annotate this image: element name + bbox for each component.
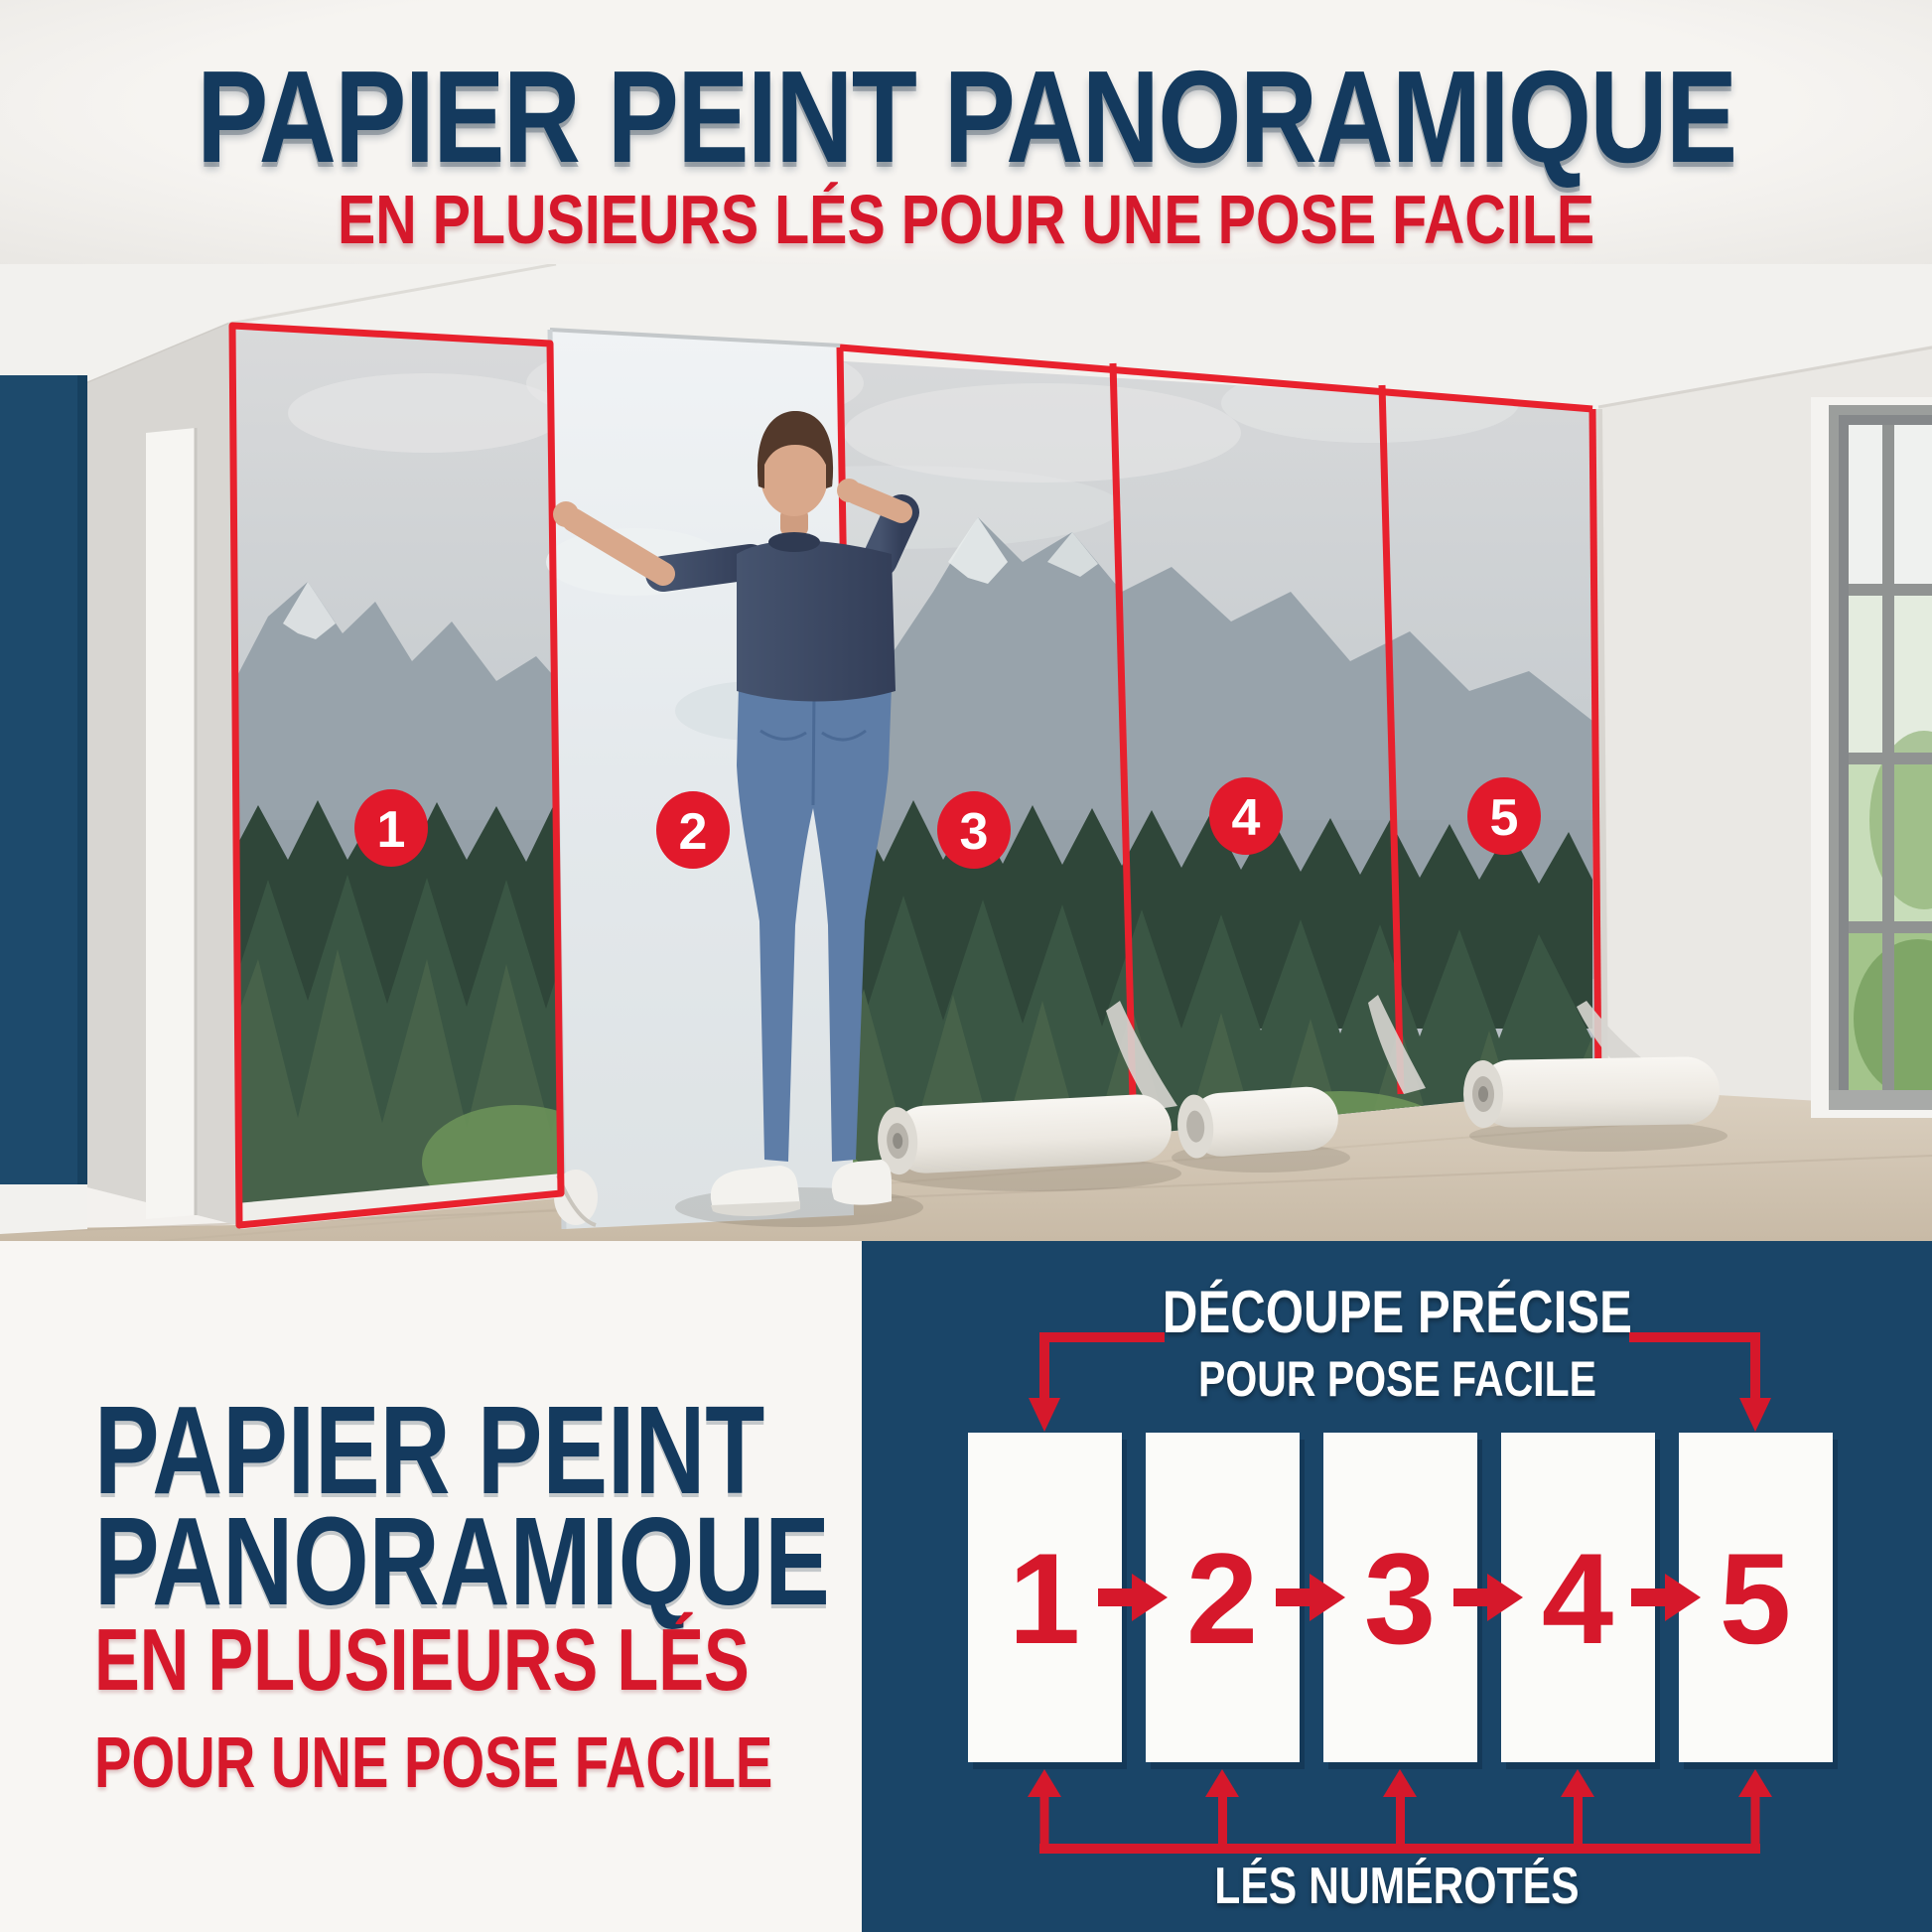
svg-text:4: 4 — [1231, 789, 1261, 847]
door-opening — [146, 428, 196, 1219]
diagram-strip-number-5: 5 — [1719, 1526, 1792, 1671]
top-hook-arrow-left-icon — [1044, 1337, 1165, 1398]
main-subtitle-text: EN PLUSIEURS LÉS POUR UNE POSE FACILE — [337, 181, 1595, 258]
bl-title-line2: PANORAMIQUE — [94, 1491, 830, 1631]
svg-text:2: 2 — [678, 803, 708, 861]
diagram-panel — [862, 1241, 1932, 1932]
svg-text:5: 5 — [1489, 789, 1519, 847]
strip-badge-1 — [354, 789, 428, 867]
top-hook-arrow-right-icon — [1629, 1337, 1755, 1398]
bottom-band — [0, 1241, 1932, 1932]
diagram-caption: LÉS NUMÉROTÉS — [1214, 1858, 1580, 1915]
wallpaper-wall — [229, 324, 1643, 1241]
bl-title-line1: PAPIER PEINT — [94, 1380, 765, 1520]
bl-subtitle-line1: EN PLUSIEURS LÉS — [94, 1610, 750, 1709]
main-title — [0, 44, 1932, 190]
diagram-strip-number-3: 3 — [1363, 1526, 1437, 1671]
svg-text:1: 1 — [376, 801, 406, 859]
diagram-strip-number-1: 1 — [1008, 1526, 1081, 1671]
strip-badge-3 — [937, 791, 1011, 869]
diagram-heading-line2: POUR POSE FACILE — [1197, 1351, 1596, 1407]
strips-diagram — [862, 1241, 1932, 1932]
photo-scene — [0, 264, 1932, 1241]
strip-badge-5 — [1467, 777, 1541, 855]
main-title-text: PAPIER PEINT PANORAMIQUE — [196, 44, 1736, 190]
bottom-bracket-arrows-icon — [1028, 1769, 1772, 1854]
top-band — [0, 0, 1932, 266]
strip-badge-2 — [656, 791, 730, 869]
strip-badge-4 — [1209, 777, 1283, 855]
window — [1811, 397, 1932, 1118]
main-subtitle — [0, 181, 1932, 258]
diagram-heading-line1: DÉCOUPE PRÉCISE — [1162, 1279, 1632, 1345]
bl-subtitle-line2: POUR UNE POSE FACILE — [94, 1724, 773, 1803]
accent-wall — [0, 375, 87, 1184]
diagram-strip-number-2: 2 — [1185, 1526, 1259, 1671]
man-shirt — [737, 541, 896, 702]
diagram-strip-number-4: 4 — [1541, 1526, 1614, 1671]
svg-text:3: 3 — [959, 803, 989, 861]
